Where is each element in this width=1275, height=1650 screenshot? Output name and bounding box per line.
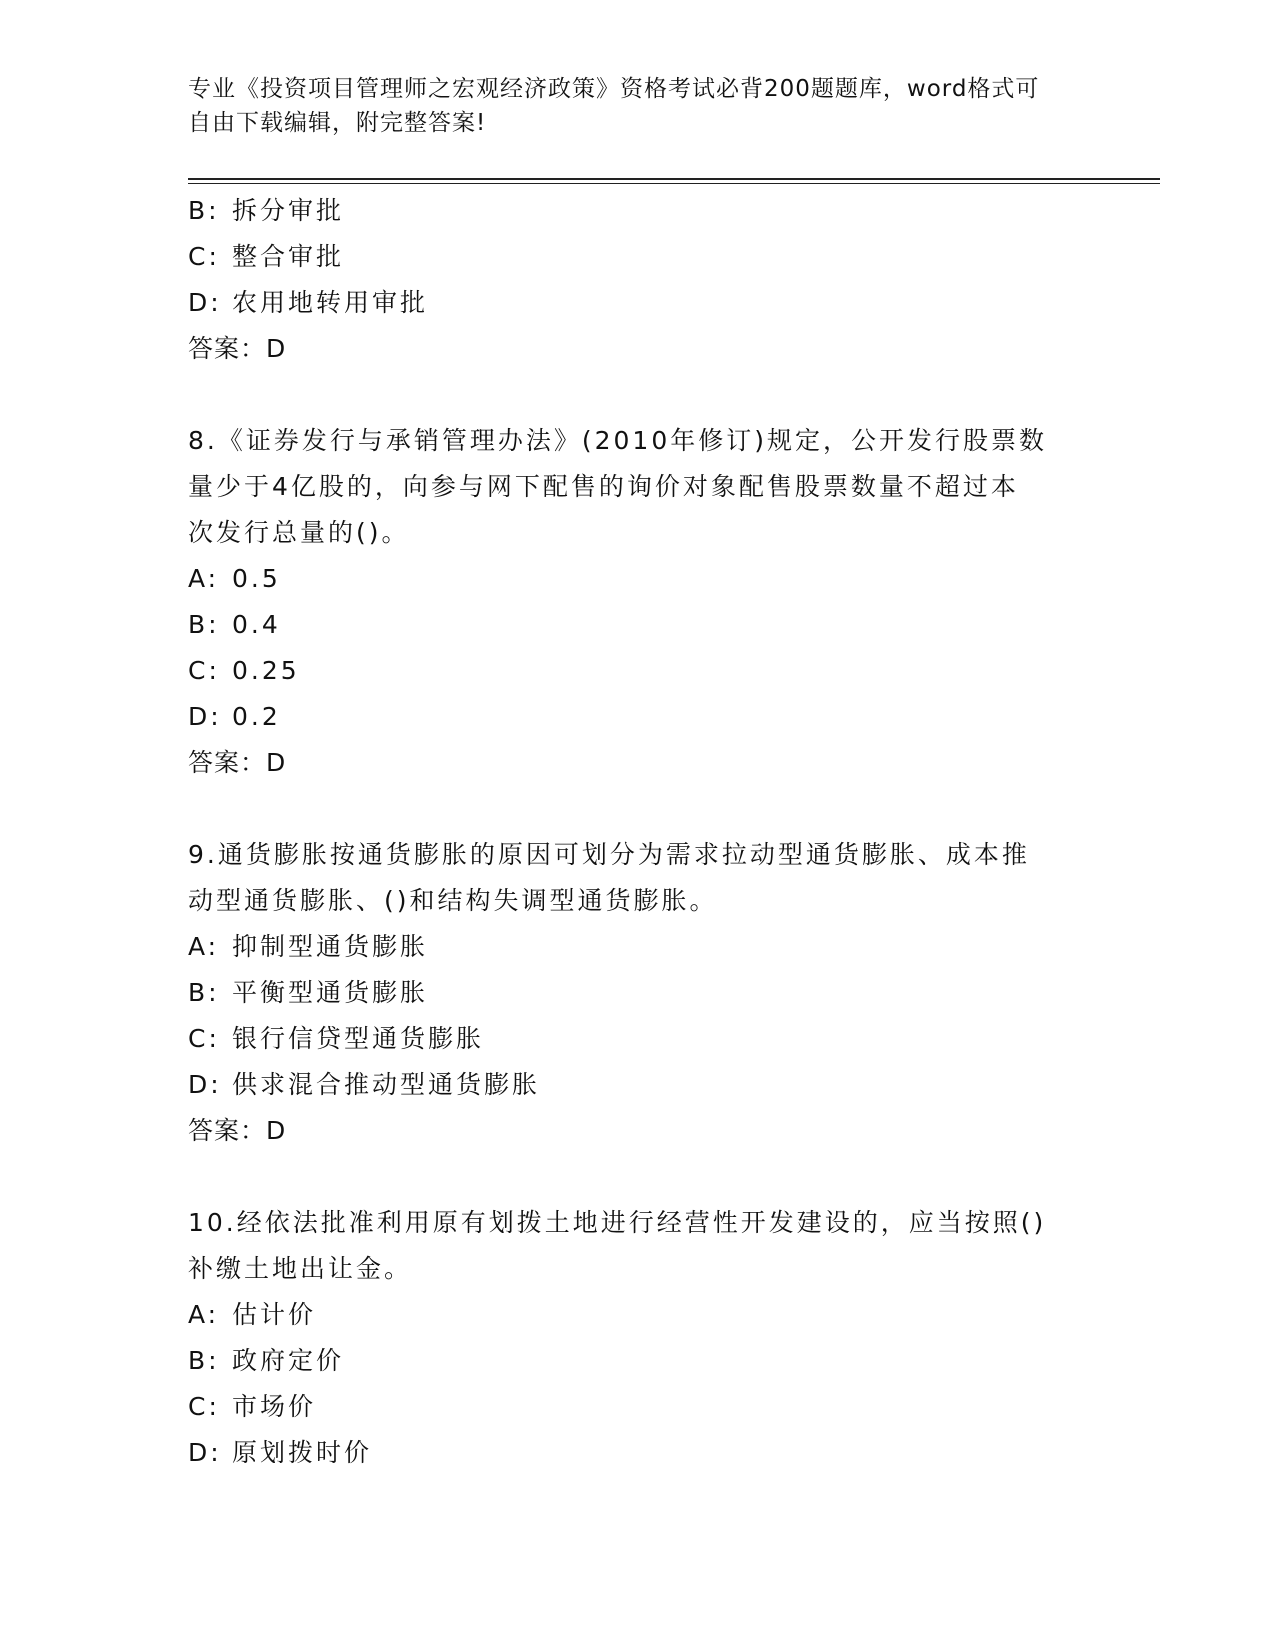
stem-line: 动型通货膨胀、()和结构失调型通货膨胀。 <box>188 886 718 915</box>
option-text: 平衡型通货膨胀 <box>232 978 429 1007</box>
option-a <box>188 1292 1088 1338</box>
question-10 <box>188 1200 1088 1476</box>
question-content <box>188 188 1088 1476</box>
option-text: 拆分审批 <box>232 196 345 225</box>
option-b <box>188 602 1088 648</box>
option-c <box>188 648 1088 694</box>
option-letter: A: <box>188 564 220 593</box>
stem-line: 8.《证券发行与承销管理办法》(2010年修订)规定，公开发行股票数 <box>188 426 1047 455</box>
option-letter: C: <box>188 242 220 271</box>
stem-line: 10.经依法批准利用原有划拨土地进行经营性开发建设的，应当按照() <box>188 1208 1047 1237</box>
option-c <box>188 1384 1088 1430</box>
answer-line: 答案：D <box>188 334 287 363</box>
answer-line: 答案：D <box>188 1116 287 1145</box>
carryover-block <box>188 188 1088 372</box>
header-line-2: 自由下载编辑，附完整答案! <box>188 110 487 136</box>
option-d <box>188 1430 1088 1476</box>
option-text: 市场价 <box>232 1392 317 1421</box>
option-text: 整合审批 <box>232 242 345 271</box>
option-letter: C: <box>188 656 220 685</box>
question-8 <box>188 418 1088 786</box>
option-text: 农用地转用审批 <box>232 288 429 317</box>
option-letter: D: <box>188 1438 222 1467</box>
option-b <box>188 970 1088 1016</box>
option-text: 0.2 <box>232 702 281 731</box>
option-b <box>188 1338 1088 1384</box>
option-letter: B: <box>188 196 220 225</box>
option-letter: B: <box>188 978 220 1007</box>
option-letter: B: <box>188 610 220 639</box>
header-rule-thin <box>188 183 1160 184</box>
answer-line: 答案：D <box>188 748 287 777</box>
stem-line: 量少于4亿股的，向参与网下配售的询价对象配售股票数量不超过本 <box>188 472 1019 501</box>
stem-line: 9.通货膨胀按通货膨胀的原因可划分为需求拉动型通货膨胀、成本推 <box>188 840 1030 869</box>
option-letter: D: <box>188 1070 222 1099</box>
option-letter: A: <box>188 932 220 961</box>
option-text: 0.5 <box>232 564 281 593</box>
option-letter: D: <box>188 702 222 731</box>
option-a <box>188 556 1088 602</box>
option-letter: D: <box>188 288 222 317</box>
option-letter: A: <box>188 1300 220 1329</box>
option-text: 政府定价 <box>232 1346 345 1375</box>
option-a <box>188 924 1088 970</box>
question-9 <box>188 832 1088 1154</box>
header-rule-thick <box>188 178 1160 180</box>
question-stem <box>188 1200 1078 1292</box>
stem-line: 补缴土地出让金。 <box>188 1254 413 1283</box>
option-text: 0.4 <box>232 610 281 639</box>
document-header <box>188 72 1068 140</box>
option-c <box>188 234 1088 280</box>
option-letter: B: <box>188 1346 220 1375</box>
option-text: 供求混合推动型通货膨胀 <box>232 1070 541 1099</box>
option-c <box>188 1016 1088 1062</box>
option-text: 估计价 <box>232 1300 317 1329</box>
option-text: 抑制型通货膨胀 <box>232 932 429 961</box>
stem-line: 次发行总量的()。 <box>188 518 410 547</box>
option-text: 银行信贷型通货膨胀 <box>232 1024 485 1053</box>
option-d <box>188 280 1088 326</box>
question-stem <box>188 418 1078 556</box>
option-d <box>188 694 1088 740</box>
question-stem <box>188 832 1078 924</box>
option-text: 原划拨时价 <box>232 1438 373 1467</box>
option-b <box>188 188 1088 234</box>
header-line-1: 专业《投资项目管理师之宏观经济政策》资格考试必背200题题库，word格式可 <box>188 76 1040 102</box>
option-letter: C: <box>188 1392 220 1421</box>
option-letter: C: <box>188 1024 220 1053</box>
option-text: 0.25 <box>232 656 300 685</box>
option-d <box>188 1062 1088 1108</box>
